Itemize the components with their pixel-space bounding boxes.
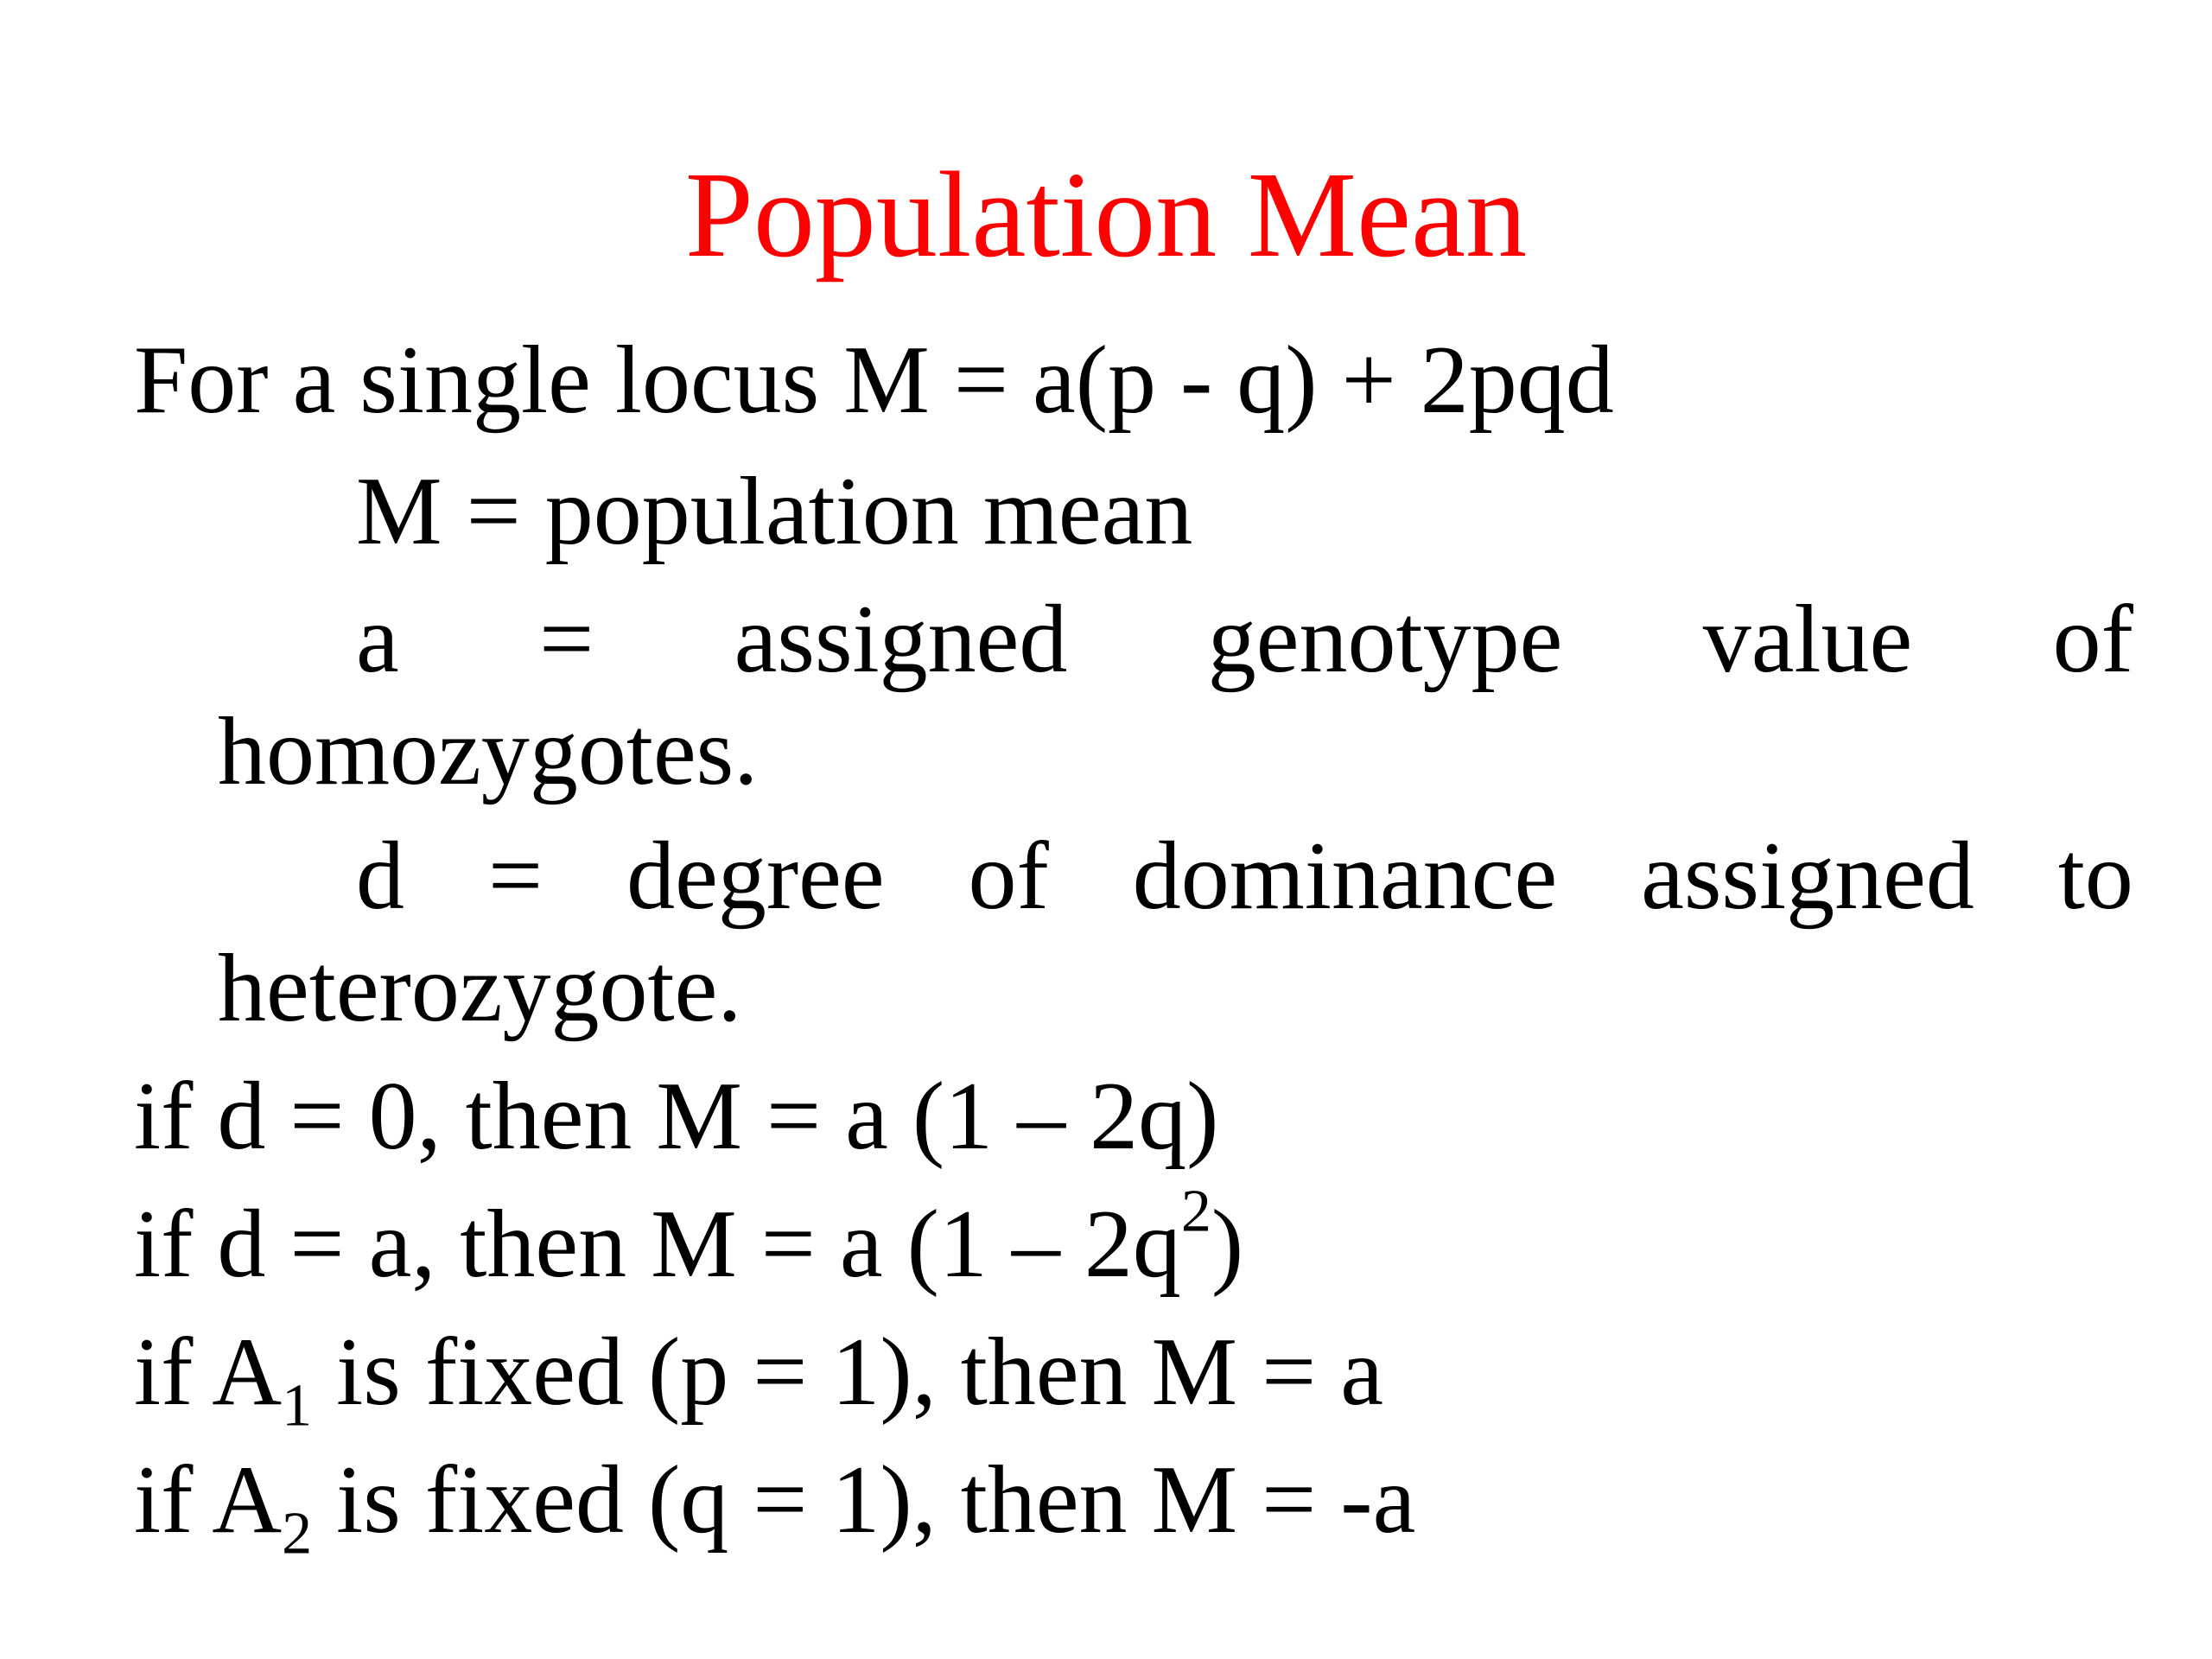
definition-d-word: degree xyxy=(626,823,885,930)
definition-a-word: value xyxy=(1702,586,1913,693)
definition-a-word: genotype xyxy=(1207,586,1563,693)
definition-m: M = population mean xyxy=(356,458,1193,565)
definition-d xyxy=(356,821,2133,931)
definition-d-word: assigned xyxy=(1641,823,1974,930)
definition-d-word: dominance xyxy=(1132,823,1558,930)
case-text: is fixed (q = 1), then M = -a xyxy=(312,1446,1416,1554)
definition-d-word: d xyxy=(356,823,404,930)
case-d-equals-a xyxy=(134,1178,1244,1300)
case-d-zero: if d = 0, then M = a (1 – 2q) xyxy=(134,1063,1219,1170)
formula-line: For a single locus M = a(p - q) + 2pqd xyxy=(134,327,1614,434)
definition-a-continuation: homozygotes. xyxy=(218,698,759,805)
definition-d-word: to xyxy=(2057,823,2133,930)
case-text: if A xyxy=(134,1446,283,1554)
superscript: 2 xyxy=(1180,1178,1211,1245)
case-text: if A xyxy=(134,1319,283,1426)
definition-a-word: assigned xyxy=(734,586,1068,693)
case-a1-fixed xyxy=(134,1317,1383,1440)
case-text: if d = a, then M = a (1 – 2q xyxy=(134,1191,1181,1298)
case-text: is fixed (p = 1), then M = a xyxy=(312,1319,1383,1426)
definition-a-word: = xyxy=(539,586,594,693)
definition-d-continuation: heterozygote. xyxy=(218,935,742,1042)
definition-d-word: of xyxy=(968,823,1049,930)
definition-a xyxy=(356,584,2133,695)
case-a2-fixed xyxy=(134,1445,1416,1567)
definition-a-word: of xyxy=(2052,586,2133,693)
definition-d-word: = xyxy=(487,823,543,930)
definition-a-word: a xyxy=(356,586,399,693)
case-text: ) xyxy=(1211,1191,1244,1298)
subscript: 1 xyxy=(282,1372,313,1440)
slide-title: Population Mean xyxy=(684,146,1528,283)
subscript: 2 xyxy=(282,1500,313,1567)
